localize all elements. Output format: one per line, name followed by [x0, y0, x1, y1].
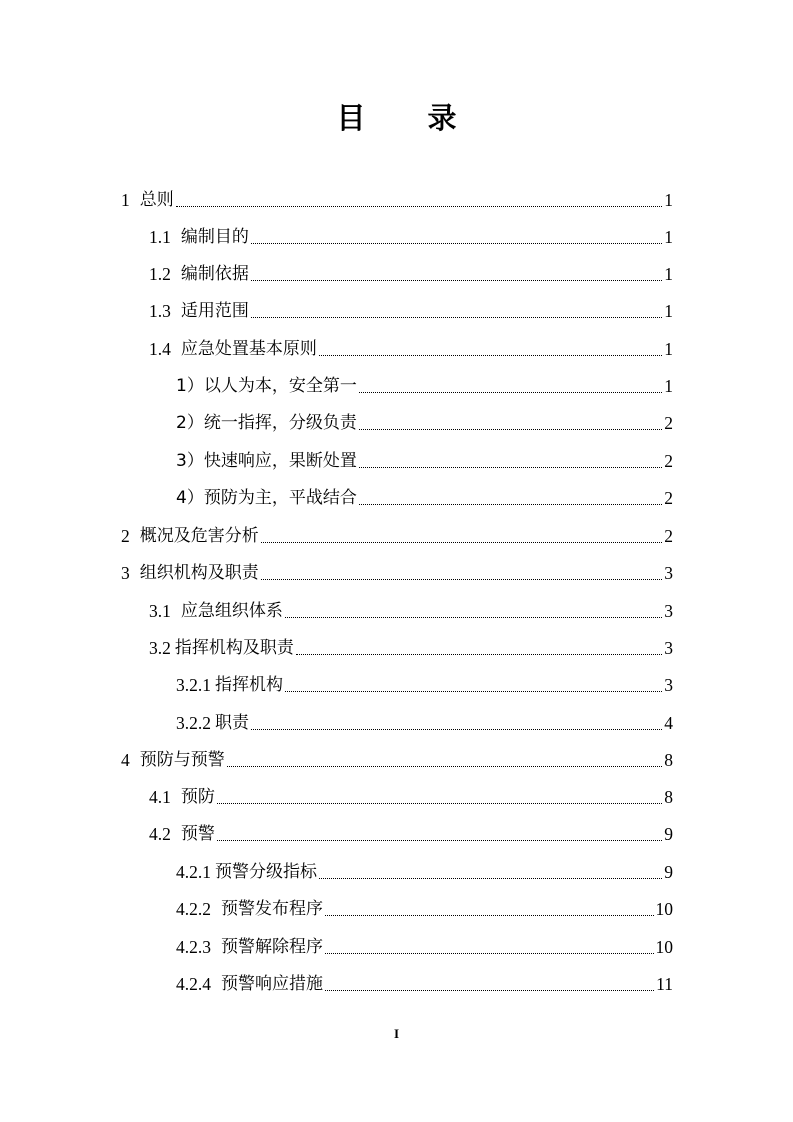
toc-entry-title: 组织机构及职责: [139, 562, 259, 583]
toc-entry-title: 编制目的: [180, 226, 249, 247]
toc-entry-page: 1: [664, 189, 673, 210]
toc-dot-leader: [359, 503, 662, 505]
toc-dot-leader: [251, 728, 662, 730]
toc-entry-number: 3.1: [149, 600, 171, 621]
toc-entry-page: 1: [664, 263, 673, 284]
toc-entry[interactable]: [121, 181, 673, 218]
toc-dot-leader: [285, 616, 662, 618]
toc-dot-leader: [319, 354, 662, 356]
toc-entry[interactable]: [176, 666, 673, 703]
toc-entry[interactable]: [176, 928, 673, 965]
toc-entry-number: 1.4: [149, 338, 171, 359]
toc-entry-number: 1: [121, 189, 130, 210]
toc-entry-number: 1.2: [149, 263, 171, 284]
toc-entry-number: 4.2.1: [176, 861, 211, 882]
toc-dot-leader: [261, 541, 663, 543]
toc-entry-title: 2）统一指挥，分级负责: [176, 412, 357, 433]
toc-entry[interactable]: [149, 815, 673, 852]
toc-entry-number: 4.2.3: [176, 936, 211, 957]
toc-dot-leader: [359, 391, 662, 393]
toc-entry-title: 1）以人为本，安全第一: [176, 375, 357, 396]
toc-dot-leader: [325, 989, 654, 991]
toc-entry[interactable]: [176, 442, 673, 479]
toc-dot-leader: [176, 205, 663, 207]
toc-entry-page: 4: [664, 712, 673, 733]
toc-entry[interactable]: [176, 479, 673, 516]
toc-entry-page: 3: [664, 637, 673, 658]
toc-entry[interactable]: [149, 218, 673, 255]
toc-entry-page: 2: [664, 450, 673, 471]
toc-dot-leader: [251, 279, 662, 281]
toc-entry-number: 3.2: [149, 637, 171, 658]
toc-entry-number: 4.2.2: [176, 898, 211, 919]
toc-entry-title: 预防: [180, 786, 215, 807]
toc-entry-title: 应急处置基本原则: [180, 338, 317, 359]
toc-entry-title: 预警解除程序: [221, 936, 323, 957]
toc-entry-page: 8: [664, 749, 673, 770]
toc-entry-page: 9: [664, 861, 673, 882]
toc-entry[interactable]: [176, 853, 673, 890]
toc-entry-title: 编制依据: [180, 263, 249, 284]
toc-entry[interactable]: [149, 255, 673, 292]
toc-dot-leader: [251, 242, 662, 244]
toc-entry-page: 3: [664, 600, 673, 621]
toc-entry[interactable]: [149, 330, 673, 367]
toc-entry-number: 4: [121, 749, 130, 770]
toc-dot-leader: [325, 914, 654, 916]
toc-dot-leader: [217, 802, 662, 804]
toc-entry-page: 2: [664, 525, 673, 546]
toc-entry[interactable]: [121, 517, 673, 554]
toc-entry-title: 职责: [215, 712, 249, 733]
toc-entry-number: 4.1: [149, 786, 171, 807]
toc-dot-leader: [285, 690, 662, 692]
toc-entry-number: 2: [121, 525, 130, 546]
toc-entry-title: 预防与预警: [139, 749, 225, 770]
toc-entry[interactable]: [121, 741, 673, 778]
toc-entry-title: 适用范围: [180, 300, 249, 321]
toc-entry-number: 1.1: [149, 226, 171, 247]
toc-entry-title: 总则: [139, 189, 174, 210]
toc-entry-page: 10: [655, 898, 673, 919]
toc-entry[interactable]: [149, 592, 673, 629]
toc-entry-title: 预警发布程序: [221, 898, 323, 919]
toc-entry-page: 1: [664, 300, 673, 321]
toc-entry-page: 1: [664, 226, 673, 247]
toc-entry[interactable]: [176, 965, 673, 1002]
toc-entry-title: 3）快速响应，果断处置: [176, 450, 357, 471]
toc-entry-page: 3: [664, 562, 673, 583]
toc-entry-number: 3.2.1: [176, 674, 211, 695]
toc-entry-title: 指挥机构及职责: [174, 637, 294, 658]
toc-dot-leader: [217, 839, 662, 841]
toc-dot-leader: [319, 877, 662, 879]
toc-entry-number: 1.3: [149, 300, 171, 321]
toc-entry-page: 3: [664, 674, 673, 695]
toc-entry-page: 2: [664, 487, 673, 508]
toc-entry-number: 3: [121, 562, 130, 583]
toc-dot-leader: [359, 466, 662, 468]
toc-dot-leader: [359, 428, 662, 430]
toc-entry[interactable]: [176, 404, 673, 441]
toc-entry-title: 预警响应措施: [221, 973, 323, 994]
toc-entry[interactable]: [176, 704, 673, 741]
toc-entry-title: 指挥机构: [215, 674, 283, 695]
page-title: 目 录: [336, 101, 483, 135]
toc-entry-page: 2: [664, 412, 673, 433]
toc-entry[interactable]: [121, 554, 673, 591]
toc-entry[interactable]: [176, 367, 673, 404]
page-number: I: [393, 1026, 400, 1041]
toc-entry-page: 11: [656, 973, 673, 994]
toc-entry[interactable]: [149, 292, 673, 329]
toc-entry-page: 1: [664, 338, 673, 359]
toc-dot-leader: [296, 653, 662, 655]
toc-entry-number: 4.2.4: [176, 973, 211, 994]
toc-dot-leader: [227, 765, 663, 767]
toc-entry-page: 8: [664, 786, 673, 807]
toc-entry-title: 预警分级指标: [215, 861, 317, 882]
toc-entry-number: 4.2: [149, 823, 171, 844]
toc-entry-title: 应急组织体系: [180, 600, 283, 621]
toc-entry-number: 3.2.2: [176, 712, 211, 733]
toc-entry[interactable]: [176, 890, 673, 927]
toc-entry-title: 概况及危害分析: [139, 525, 259, 546]
toc-entry[interactable]: [149, 778, 673, 815]
toc-entry[interactable]: [149, 629, 673, 666]
toc-entry-title: 4）预防为主，平战结合: [176, 487, 357, 508]
toc-dot-leader: [251, 316, 662, 318]
toc-entry-title: 预警: [180, 823, 215, 844]
toc-dot-leader: [261, 578, 663, 580]
toc-entry-page: 1: [664, 375, 673, 396]
toc-entry-page: 9: [664, 823, 673, 844]
toc-dot-leader: [325, 952, 654, 954]
toc-entry-page: 10: [655, 936, 673, 957]
